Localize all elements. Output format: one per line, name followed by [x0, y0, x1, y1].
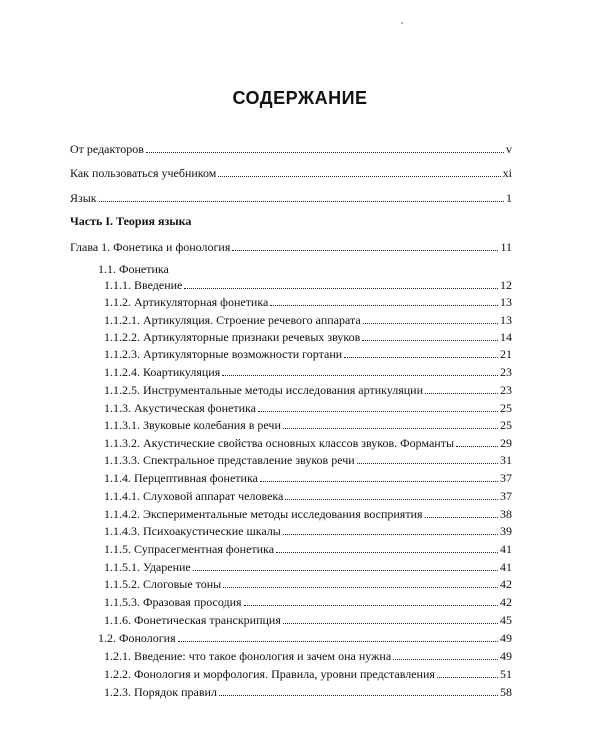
- toc-entry-label: 1.1.4. Перцептивная фонетика: [104, 471, 258, 485]
- dot-leader: [283, 623, 498, 624]
- toc-entry-label: 1.2. Фонология: [98, 631, 176, 645]
- dot-leader: [232, 250, 498, 251]
- toc-entry: [70, 166, 512, 180]
- dot-leader: [285, 499, 498, 500]
- toc-entry: [70, 240, 512, 254]
- toc-entry-label: 1.1.5.2. Слоговые тоны: [104, 577, 222, 591]
- dot-leader: [456, 446, 498, 447]
- toc-entry: [104, 595, 512, 609]
- toc-entry-page-number: 31: [500, 453, 512, 467]
- toc-entry-label: Глава 1. Фонетика и фонология: [70, 240, 231, 254]
- toc-entry-label: 1.1.2.5. Инструментальные методы исследования артикуляции: [104, 383, 424, 397]
- toc-entry: [104, 365, 512, 379]
- toc-entry-label: 1.1.3.2. Акустические свойства основных классов звуков. Форманты: [104, 436, 455, 450]
- toc-entry-page-number: xi: [502, 166, 512, 180]
- toc-entry: [104, 667, 512, 681]
- dot-leader: [218, 176, 500, 177]
- toc-entry-label: 1.1.5.3. Фразовая просодия: [104, 595, 242, 609]
- toc-entry-label: 1.2.3. Порядок правил: [104, 685, 217, 699]
- toc-entry-page-number: 37: [500, 471, 512, 485]
- dot-leader: [362, 340, 498, 341]
- toc-entry: [104, 613, 512, 627]
- toc-entry-page-number: 49: [500, 631, 512, 645]
- toc-entry-label: 1.2.2. Фонология и морфология. Правила, уровни представления: [104, 667, 435, 681]
- toc-entry-page-number: 49: [500, 649, 512, 663]
- dot-leader: [283, 428, 498, 429]
- toc-entry-page-number: 23: [500, 365, 512, 379]
- toc-entry: [104, 295, 512, 309]
- dot-leader: [363, 323, 498, 324]
- dot-leader: [222, 375, 498, 376]
- toc-entry-label: 1.1.2. Артикуляторная фонетика: [104, 295, 269, 309]
- toc-entry: [98, 262, 512, 276]
- dot-leader: [223, 587, 498, 588]
- dot-leader: [276, 552, 498, 553]
- dot-leader: [193, 570, 498, 571]
- toc-entry: [104, 401, 512, 415]
- toc-entry: [104, 347, 512, 361]
- toc-entry: [104, 577, 512, 591]
- page-title: СОДЕРЖАНИЕ: [232, 88, 368, 108]
- paper-speck: [401, 22, 403, 24]
- toc-entry-page-number: 39: [500, 524, 512, 538]
- toc-entry-label: Как пользоваться учебником: [70, 166, 217, 180]
- toc-entry: [104, 418, 512, 432]
- toc-entry-page-number: 41: [500, 542, 512, 556]
- toc-entry: [70, 191, 512, 205]
- toc-entry: [70, 142, 512, 156]
- dot-leader: [260, 481, 498, 482]
- toc-entry-page-number: 29: [500, 436, 512, 450]
- toc-entry-page-number: 37: [500, 489, 512, 503]
- toc-entry-page-number: 25: [500, 401, 512, 415]
- toc-entry-label: 1.1.2.2. Артикуляторные признаки речевых звуков: [104, 330, 361, 344]
- toc-entry-label: 1.2.1. Введение: что такое фонология и зачем она нужна: [104, 649, 392, 663]
- toc-entry-page-number: 41: [500, 560, 512, 574]
- dot-leader: [270, 305, 498, 306]
- toc-entry-label: 1.1.4.2. Экспериментальные методы исследования восприятия: [104, 507, 423, 521]
- toc-entry: [104, 507, 512, 521]
- dot-leader: [357, 463, 498, 464]
- toc-entry-label: 1.1. Фонетика: [98, 262, 169, 276]
- toc-entry-label: 1.1.4.1. Слуховой аппарат человека: [104, 489, 284, 503]
- dot-leader: [283, 534, 498, 535]
- toc-entry: [104, 649, 512, 663]
- toc-entry: [104, 453, 512, 467]
- toc-entry-label: 1.1.2.1. Артикуляция. Строение речевого аппарата: [104, 313, 361, 327]
- toc-entry-page-number: 14: [500, 330, 512, 344]
- dot-leader: [178, 641, 498, 642]
- toc-entry-page-number: 21: [500, 347, 512, 361]
- dot-leader: [393, 659, 498, 660]
- toc-entry-label: 1.1.2.4. Коартикуляция: [104, 365, 221, 379]
- toc-entry-label: 1.1.3.1. Звуковые колебания в речи: [104, 418, 281, 432]
- toc-entry: [104, 436, 512, 450]
- toc-entry: [104, 560, 512, 574]
- toc-entry-label: 1.1.3. Акустическая фонетика: [104, 401, 256, 415]
- toc-entry-label: 1.1.1. Введение: [104, 278, 183, 292]
- toc-entry: [104, 685, 512, 699]
- toc-entry: [104, 278, 512, 292]
- toc-entry-label: 1.1.2.3. Артикуляторные возможности гортани: [104, 347, 343, 361]
- toc-entry: [104, 471, 512, 485]
- toc-entry-page-number: 42: [500, 595, 512, 609]
- dot-leader: [146, 152, 504, 153]
- toc-entry: [104, 383, 512, 397]
- toc-entry-page-number: 12: [500, 278, 512, 292]
- toc-entry-label: 1.1.6. Фонетическая транскрипция: [104, 613, 281, 627]
- toc-entry-label: От редакторов: [70, 142, 144, 156]
- toc-entry-label: 1.1.5. Супрасегментная фонетика: [104, 542, 275, 556]
- dot-leader: [344, 357, 498, 358]
- dot-leader: [425, 393, 498, 394]
- toc-entry-label: 1.1.5.1. Ударение: [104, 560, 191, 574]
- toc-entry-page-number: v: [506, 142, 512, 156]
- dot-leader: [219, 695, 498, 696]
- dot-leader: [184, 288, 498, 289]
- toc-entry: [104, 489, 512, 503]
- toc-entry-page-number: 11: [500, 240, 512, 254]
- toc-entry-page-number: 13: [500, 313, 512, 327]
- toc-entry: [104, 542, 512, 556]
- part-heading: Часть I. Теория языка: [70, 214, 192, 228]
- toc-entry-page-number: 51: [500, 667, 512, 681]
- toc-entry-page-number: 45: [500, 613, 512, 627]
- dot-leader: [244, 605, 498, 606]
- dot-leader: [99, 201, 504, 202]
- toc-entry-label: 1.1.4.3. Психоакустические шкалы: [104, 524, 281, 538]
- dot-leader: [437, 677, 498, 678]
- toc-entry-label: Язык: [70, 191, 97, 205]
- toc-entry-page-number: 58: [500, 685, 512, 699]
- toc-entry-page-number: 23: [500, 383, 512, 397]
- toc-entry-page-number: 42: [500, 577, 512, 591]
- toc-entry-page-number: 25: [500, 418, 512, 432]
- toc-entry: [104, 313, 512, 327]
- toc-entry: [104, 524, 512, 538]
- dot-leader: [258, 411, 498, 412]
- dot-leader: [425, 517, 498, 518]
- toc-entry: [98, 631, 512, 645]
- toc-entry-page-number: 38: [500, 507, 512, 521]
- toc-entry-page-number: 13: [500, 295, 512, 309]
- toc-entry: [104, 330, 512, 344]
- toc-entry-label: 1.1.3.3. Спектральное представление звуков речи: [104, 453, 355, 467]
- toc-entry-page-number: 1: [506, 191, 512, 205]
